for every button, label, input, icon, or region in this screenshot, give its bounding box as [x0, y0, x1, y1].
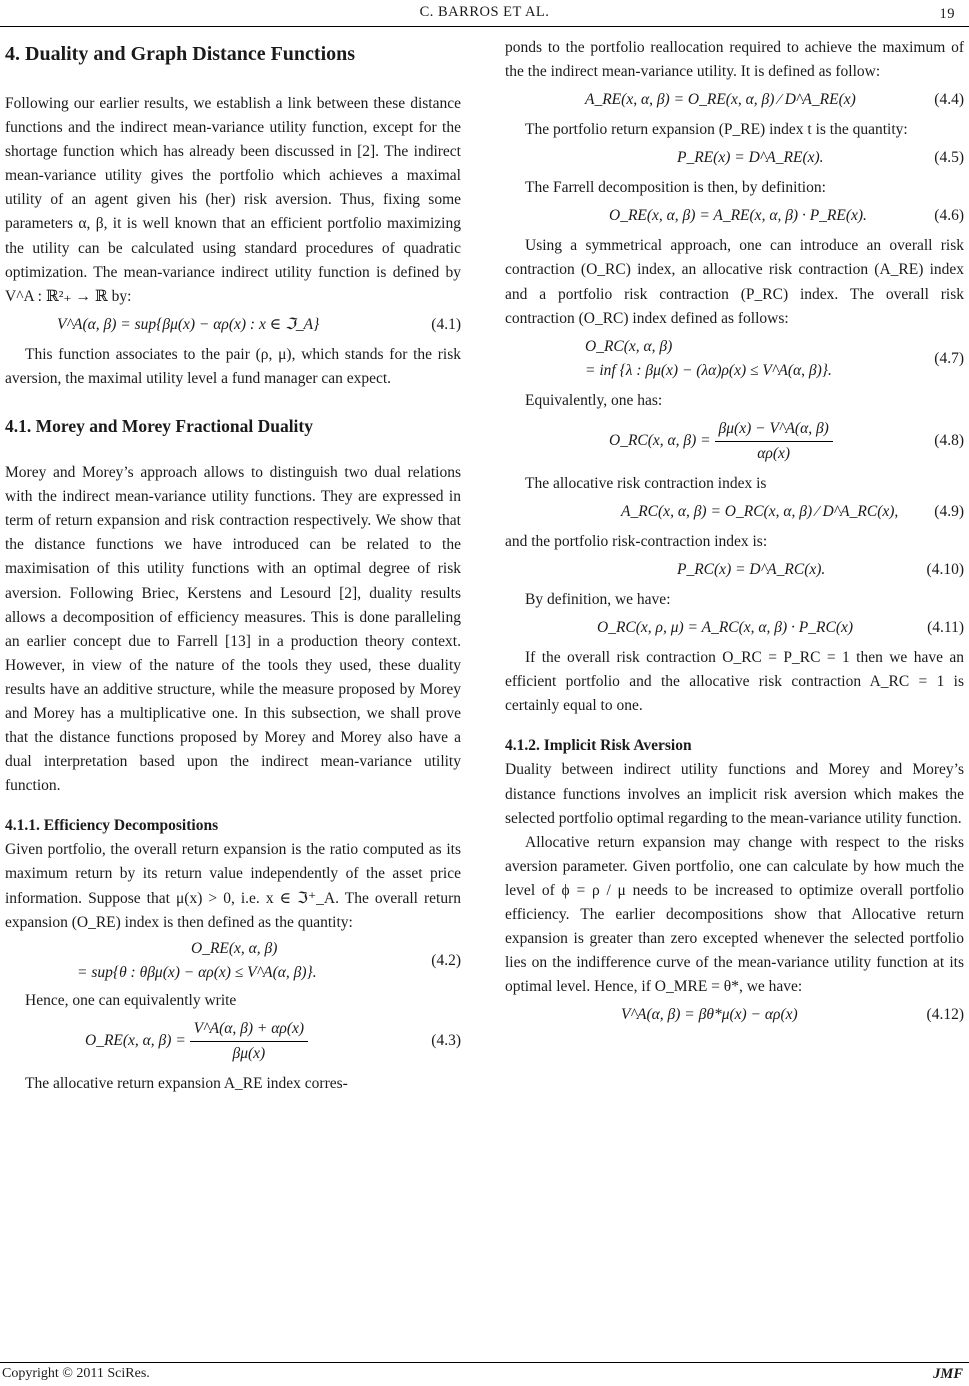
paragraph: Following our earlier results, we establish a link between these distance functions and the indirect mean-variance utility function, except for the shortage function which has already been discussed in [2]. The indirect mean-variance utility gives the portfolio which achieves a maximal utility of an agent given his (her) risk aversion. Thus, fixing some parameters α, β, it is well known that an efficient portfolio maximizing the utility can be calculated using standard procedures of quadratic optimization. The mean-variance indirect utility function is defined by V^A : ℝ²₊ → ℝ by: [5, 95, 461, 305]
equation-4-4 [505, 88, 964, 112]
equation-number: (4.9) [934, 502, 964, 520]
equation-4-7 [505, 335, 964, 383]
equation-line: O_RC(x, α, β) [585, 337, 673, 355]
paragraph: If the overall risk contraction O_RC = P_RC = 1 then we have an efficient portfolio and the allocative risk contraction A_RC = 1 is certainly equal to one. [505, 649, 964, 715]
fraction-numerator: βμ(x) − V^A(α, β) [715, 417, 833, 442]
equation-number: (4.7) [934, 349, 964, 367]
equation-number: (4.2) [431, 951, 461, 969]
running-header [0, 4, 969, 24]
equation-number: (4.11) [927, 619, 964, 637]
paragraph: Allocative return expansion may change with respect to the risks aversion parameter. Given portfolio, one can calculate by how much the level of ϕ = ρ / μ needs to be increased to optimize overall portfolio efficiency. The earlier decompositions show that Allocative return expansion is greater than zero excepted whenever the selected portfolio lies on the indifference curve of the mean-variance utility function at its optimal level. Hence, if O_MRE = θ*, we have: [505, 833, 964, 996]
equation-4-6 [505, 204, 964, 228]
copyright-notice: Copyright © 2011 SciRes. [2, 1366, 150, 1381]
equation-4-11 [505, 616, 964, 640]
equation-lhs: O_RC(x, α, β) = [609, 431, 711, 449]
equation-body: O_RC(x, ρ, μ) = A_RC(x, α, β) · P_RC(x) [597, 619, 854, 637]
fraction [190, 1017, 308, 1066]
equation-4-8 [505, 417, 964, 466]
equation-4-2 [5, 937, 461, 985]
equation-number: (4.8) [934, 432, 964, 450]
paragraph: The Farrell decomposition is then, by definition: [525, 179, 826, 197]
paragraph: Duality between indirect utility functions and Morey and Morey’s distance functions involves an implicit risk aversion which makes the selected portfolio optimal regarding to the mean-variance utility function. [505, 761, 964, 827]
paragraph: This function associates to the pair (ρ, μ), which stands for the risk aversion, the maximal utility level a fund manager can expect. [5, 345, 461, 387]
fraction [715, 417, 833, 466]
paragraph: Given portfolio, the overall return expansion is the ratio computed as its maximum return by its return value independently of the asset price information. Suppose that μ(x) > 0, i.e. x ∈ ℑ⁺_A. The overall return expansion (O_RE) index is then defined as the quantity: [5, 841, 461, 931]
equation-4-9 [505, 500, 964, 524]
equation-4-1 [5, 313, 461, 337]
right-column [505, 36, 964, 1027]
paragraph: Using a symmetrical approach, one can introduce an overall risk contraction (O_RC) index, an allocative risk contraction (A_RE) index and a portfolio risk contraction (P_RC) index. The overall risk contraction (O_RC) index defined as follows: [505, 237, 964, 327]
subsection-title: 4.1. Morey and Morey Fractional Duality [5, 416, 313, 437]
journal-abbreviation: JMF [933, 1366, 963, 1382]
equation-line: = inf {λ : βμ(x) − (λα)ρ(x) ≤ V^A(α, β)}. [585, 361, 832, 379]
equation-number: (4.1) [431, 315, 461, 333]
equation-body: P_RE(x) = D^A_RE(x). [677, 149, 824, 167]
equation-lhs: O_RE(x, α, β) = [85, 1031, 186, 1049]
subsubsection-title: 4.1.1. Efficiency Decompositions [5, 817, 219, 835]
paragraph: and the portfolio risk-contraction index is: [505, 532, 768, 550]
footer-rule [0, 1362, 969, 1363]
header-rule [0, 26, 969, 27]
equation-4-3 [5, 1017, 461, 1066]
equation-4-5 [505, 146, 964, 170]
equation-4-10 [505, 558, 964, 582]
equation-number: (4.12) [926, 1006, 964, 1024]
equation-body: V^A(α, β) = βθ*μ(x) − αρ(x) [621, 1006, 798, 1024]
equation-number: (4.10) [926, 561, 964, 579]
page-number: 19 [939, 6, 955, 22]
equation-body: A_RC(x, α, β) = O_RC(x, α, β) ∕ D^A_RC(x), [621, 502, 899, 520]
subsubsection-title: 4.1.2. Implicit Risk Aversion [505, 737, 692, 755]
paragraph: Equivalently, one has: [525, 391, 663, 409]
equation-number: (4.3) [431, 1032, 461, 1050]
paragraph: Morey and Morey’s approach allows to distinguish two dual relations with the indirect mean-variance utility functions. They are expressed in term of return expansion and risk contraction respectively. We show that the distance functions we have introduced can be related to the maximisation of this utility functions with an optimal degree of risk aversion. Following Briec, Kerstens and Lesourd [2], duality results allows a decomposition of efficiency measures. This is done paralleling an earlier concept due to Farrell [13] in a production theory context. However, in view of the nature of the tools they used, these duality results have an additive structure, while the measure proposed by Morey and Morey has a multiplicative one. In this subsection, we shall prove that the distance functions proposed by Morey and Morey also have a dual interpretation based upon the indirect mean-variance utility function. [5, 464, 461, 795]
equation-body: A_RE(x, α, β) = O_RE(x, α, β) ∕ D^A_RE(x) [585, 91, 856, 109]
paragraph: By definition, we have: [525, 591, 671, 609]
equation-number: (4.6) [934, 207, 964, 225]
fraction-numerator: V^A(α, β) + αρ(x) [190, 1017, 308, 1042]
equation-4-12 [505, 1003, 964, 1027]
paragraph: Hence, one can equivalently write [25, 991, 237, 1009]
left-column [5, 36, 461, 1096]
equation-body: O_RE(x, α, β) = A_RE(x, α, β) · P_RE(x). [609, 207, 867, 225]
section-title: 4. Duality and Graph Distance Functions [5, 43, 356, 65]
running-title: C. BARROS ET AL. [419, 4, 550, 20]
equation-line: = sup{θ : θβμ(x) − αρ(x) ≤ V^A(α, β)}. [77, 963, 317, 981]
equation-line: O_RE(x, α, β) [191, 939, 278, 957]
fraction-denominator: αρ(x) [757, 444, 791, 462]
paragraph: The allocative risk contraction index is [525, 474, 767, 492]
fraction-denominator: βμ(x) [232, 1044, 266, 1062]
paragraph: The allocative return expansion A_RE index corres- [25, 1074, 348, 1092]
paragraph: ponds to the portfolio reallocation required to achieve the maximum of the the indirect mean-variance utility. It is defined as follow: [505, 39, 964, 81]
equation-number: (4.4) [934, 91, 964, 109]
equation-body: V^A(α, β) = sup{βμ(x) − αρ(x) : x ∈ ℑ_A} [57, 315, 320, 333]
equation-body: P_RC(x) = D^A_RC(x). [677, 561, 826, 579]
equation-number: (4.5) [934, 149, 964, 167]
paragraph: The portfolio return expansion (P_RE) index t is the quantity: [525, 121, 908, 139]
